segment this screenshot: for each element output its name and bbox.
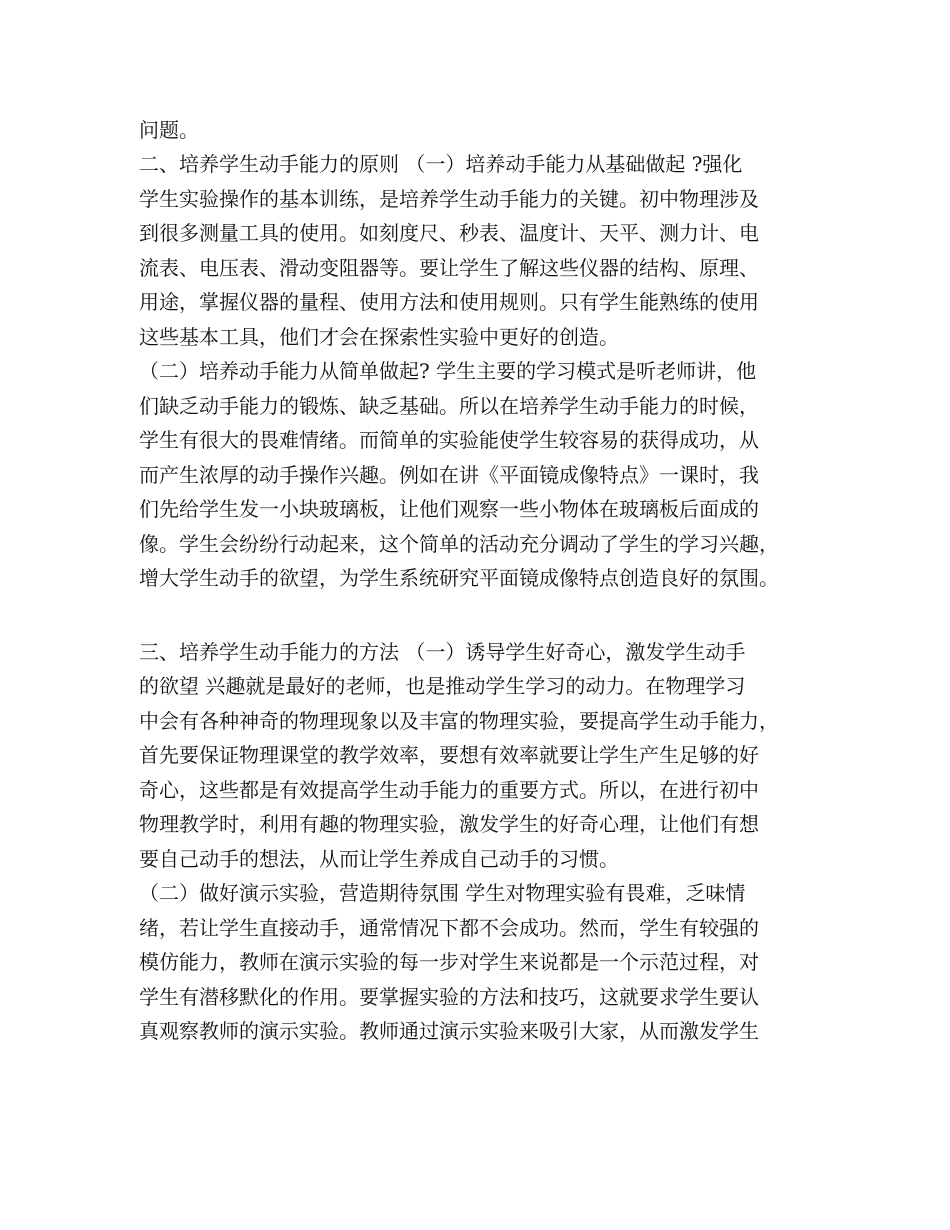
text-line: （二）做好演示实验，营造期待氛围 学生对物理实验有畏难，乏味情 [139, 881, 746, 905]
text-line: 三、培养学生动手能力的方法 （一）诱导学生好奇心，激发学生动手 [139, 640, 746, 664]
text-line: 中会有各种神奇的物理现象以及丰富的物理实验，要提高学生动手能力， [139, 709, 779, 733]
text-line: 学生有很大的畏难情绪。而简单的实验能使学生较容易的获得成功，从 [139, 428, 759, 452]
text-line: 流表、电压表、滑动变阻器等。要让学生了解这些仪器的结构、原理、 [139, 256, 759, 280]
text-line: 奇心，这些都是有效提高学生动手能力的重要方式。所以，在进行初中 [139, 778, 759, 802]
text-line: 要自己动手的想法，从而让学生养成自己动手的习惯。 [139, 847, 619, 871]
text-line: 学生实验操作的基本训练，是培养学生动手能力的关键。初中物理涉及 [139, 187, 759, 211]
text-line: 的欲望 兴趣就是最好的老师，也是推动学生学习的动力。在物理学习 [139, 674, 746, 698]
text-line: 模仿能力，教师在演示实验的每一步对学生来说都是一个示范过程，对 [139, 950, 759, 974]
text-line: 二、培养学生动手能力的原则 （一）培养动手能力从基础做起 ?强化 [139, 152, 743, 176]
text-line: 这些基本工具，他们才会在探索性实验中更好的创造。 [139, 325, 619, 349]
text-line: 而产生浓厚的动手操作兴趣。例如在讲《平面镜成像特点》一课时，我 [139, 463, 759, 487]
text-line: 们缺乏动手能力的锻炼、缺乏基础。所以在培养学生动手能力的时候， [139, 394, 759, 418]
text-line: 增大学生动手的欲望，为学生系统研究平面镜成像特点创造良好的氛围。 [139, 566, 779, 590]
text-line: 问题。 [139, 118, 199, 142]
text-line: 真观察教师的演示实验。教师通过演示实验来吸引大家，从而激发学生 [139, 1019, 759, 1043]
text-line: 用途，掌握仪器的量程、使用方法和使用规则。只有学生能熟练的使用 [139, 290, 759, 314]
text-line: （二）培养动手能力从简单做起? 学生主要的学习模式是听老师讲，他 [139, 359, 757, 383]
text-line: 学生有潜移默化的作用。要掌握实验的方法和技巧，这就要求学生要认 [139, 985, 759, 1009]
text-line: 像。学生会纷纷行动起来，这个简单的活动充分调动了学生的学习兴趣， [139, 532, 779, 556]
text-line: 物理教学时，利用有趣的物理实验，激发学生的好奇心理，让他们有想 [139, 812, 759, 836]
text-line: 到很多测量工具的使用。如刻度尺、秒表、温度计、天平、测力计、电 [139, 221, 759, 245]
text-line: 首先要保证物理课堂的教学效率，要想有效率就要让学生产生足够的好 [139, 743, 759, 767]
text-line: 们先给学生发一小块玻璃板，让他们观察一些小物体在玻璃板后面成的 [139, 497, 759, 521]
text-line: 绪，若让学生直接动手，通常情况下都不会成功。然而，学生有较强的 [139, 916, 759, 940]
